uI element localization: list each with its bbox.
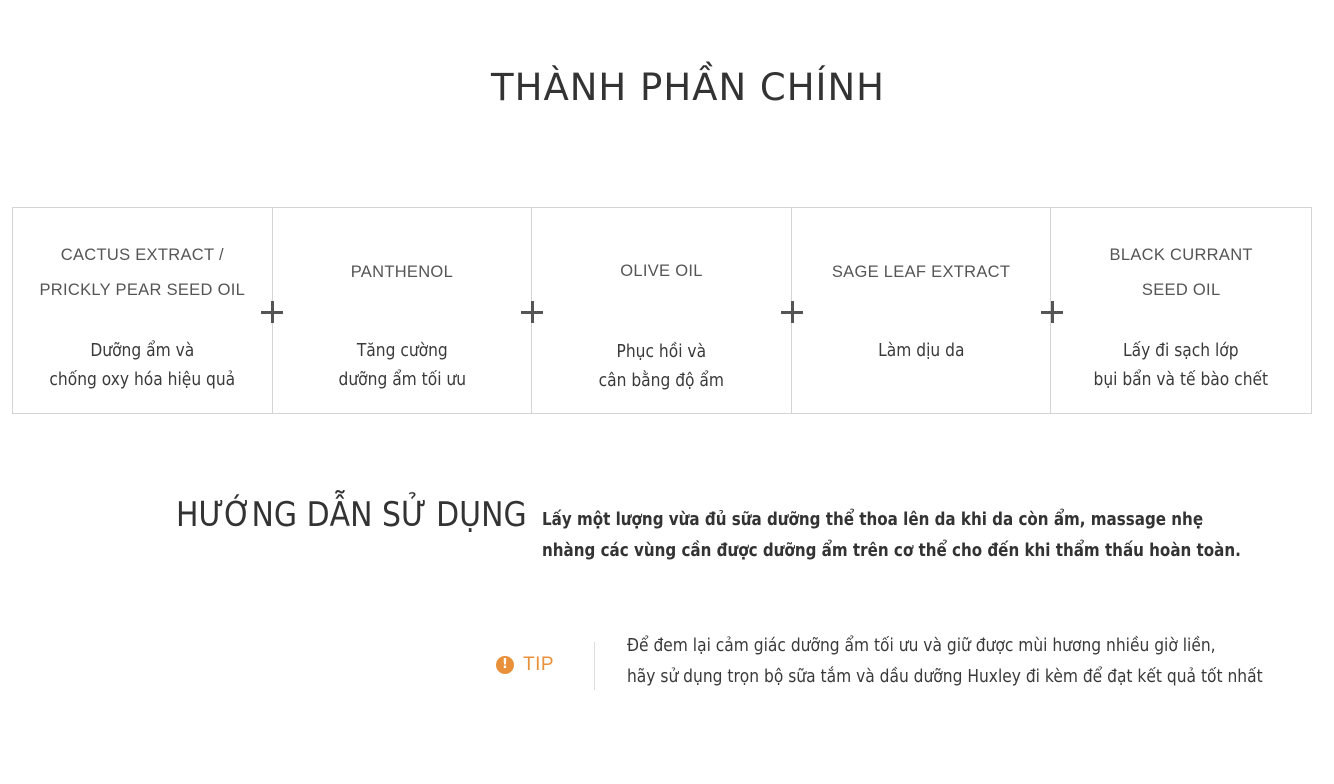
tip-text [627,630,1315,692]
plus-icon [261,301,283,323]
ingredient-name [13,238,272,308]
ingredient-description [810,336,1032,365]
ingredient-black-currant [1051,208,1311,413]
ingredient-description-line: Phục hồi và [616,341,707,362]
tip-line: Để đem lại cảm giác dưỡng ẩm tối ưu và giữ được mùi hương nhiều giờ liền, [627,635,1216,656]
ingredient-name [792,255,1051,290]
ingredient-name-line: CACTUS EXTRACT / [60,246,224,264]
plus-icon [521,301,543,323]
tip-label: TIP [523,654,555,675]
ingredient-name-line: BLACK CURRANT [1109,246,1253,264]
ingredient-description-line: bụi bẩn và tế bào chết [1093,369,1269,390]
plus-icon [1041,301,1063,323]
ingredient-name-line: PRICKLY PEAR SEED OIL [39,281,246,299]
plus-icon [781,301,803,323]
ingredient-olive-oil [532,208,792,413]
ingredient-description [550,337,772,395]
tip-badge [496,653,554,677]
tip-divider [594,642,595,690]
ingredient-name [273,255,532,290]
tip-line: hãy sử dụng trọn bộ sữa tắm và dầu dưỡng Huxley đi kèm để đạt kết quả tốt nhất [627,666,1263,687]
ingredient-panthenol [273,208,533,413]
exclamation-icon: ! [496,656,514,674]
ingredient-name-line: OLIVE OIL [620,262,703,280]
ingredient-description [31,336,253,394]
ingredient-name [532,254,791,289]
ingredient-description-line: cân bằng độ ẩm [598,370,725,391]
ingredient-description [1070,336,1293,394]
ingredient-description-line: chống oxy hóa hiệu quả [49,369,236,390]
usage-line: nhàng các vùng cần được dưỡng ẩm trên cơ thể cho đến khi thẩm thấu hoàn toàn. [542,540,1241,561]
ingredient-name-line: PANTHENOL [350,263,454,281]
ingredient-description [291,336,513,394]
usage-line: Lấy một lượng vừa đủ sữa dưỡng thể thoa lên da khi da còn ẩm, massage nhẹ [542,509,1204,530]
ingredient-description-line: Lấy đi sạch lớp [1123,340,1239,361]
ingredients-table [12,207,1312,414]
usage-title: HƯỚNG DẪN SỬ DỤNG [176,495,527,535]
main-title: THÀNH PHẦN CHÍNH [491,66,885,109]
usage-instructions [542,504,1241,566]
ingredient-description-line: Làm dịu da [877,340,965,361]
ingredient-description-line: dưỡng ẩm tối ưu [338,369,466,390]
ingredient-sage-leaf [792,208,1052,413]
ingredient-name-line: SAGE LEAF EXTRACT [831,263,1011,281]
ingredient-description-line: Dưỡng ẩm và [90,340,195,361]
ingredient-cactus [13,208,273,413]
ingredient-name [1051,238,1311,308]
ingredient-name-line: SEED OIL [1141,281,1221,299]
ingredient-description-line: Tăng cường [356,340,448,361]
